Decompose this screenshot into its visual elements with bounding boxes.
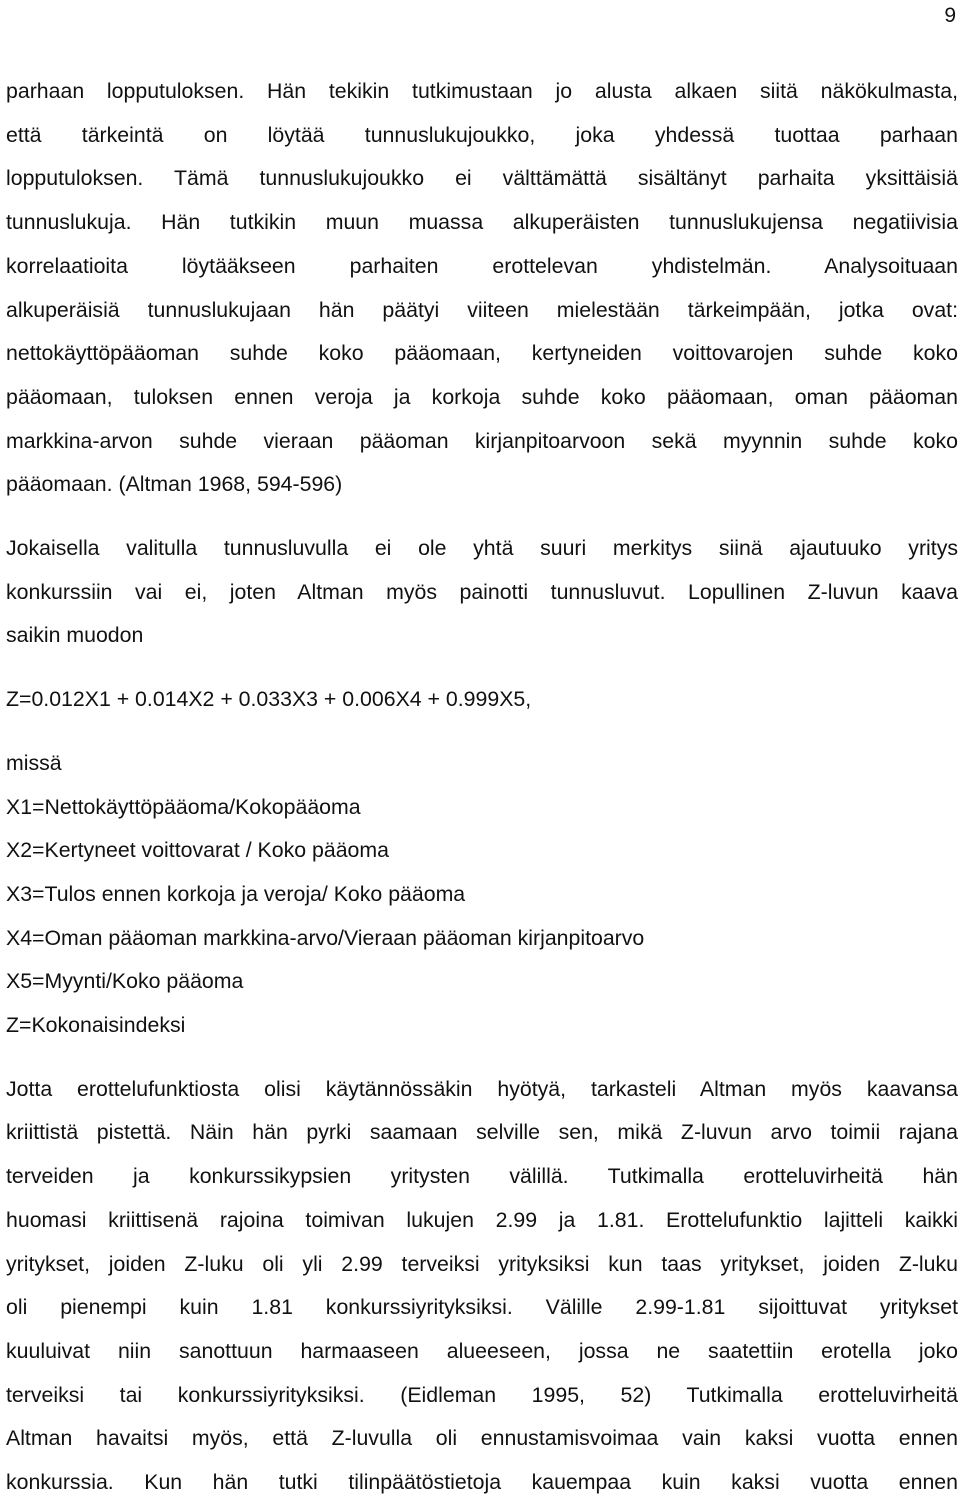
text-line: Jotta erottelufunktiosta olisi käytännössäkin hyötyä, tarkasteli Altman myös kaavansa [6, 1076, 958, 1101]
definition-item: Z=Kokonaisindeksi [6, 1013, 186, 1038]
text-line: konkurssiin vai ei, joten Altman myös painotti tunnusluvut. Lopullinen Z-luvun kaava [6, 579, 958, 604]
text-line: lopputuloksen. Tämä tunnuslukujoukko ei välttämättä sisältänyt parhaita yksittäisiä [6, 166, 958, 191]
text-line: nettokäyttöpääoman suhde koko pääomaan, kertyneiden voittovarojen suhde koko [6, 341, 958, 366]
definition-item: X5=Myynti/Koko pääoma [6, 969, 244, 994]
text-line: oli pienempi kuin 1.81 konkurssiyrityksiksi. Välille 2.99-1.81 sijoittuvat yritykset [6, 1295, 958, 1320]
definition-item: X3=Tulos ennen korkoja ja veroja/ Koko pääoma [6, 881, 466, 906]
where-label: missä [6, 750, 62, 775]
text-line: pääomaan, tuloksen ennen veroja ja korkoja suhde koko pääomaan, oman pääoman [6, 384, 958, 409]
definition-item: X4=Oman pääoman markkina-arvo/Vieraan pääoman kirjanpitoarvo [6, 925, 645, 950]
definition-item: X1=Nettokäyttöpääoma/Kokopääoma [6, 794, 361, 819]
text-line: pääomaan. (Altman 1968, 594-596) [6, 472, 343, 497]
text-line: kriittistä pistettä. Näin hän pyrki saamaan selville sen, mikä Z-luvun arvo toimii rajana [6, 1120, 958, 1145]
text-line: yritykset, joiden Z-luku oli yli 2.99 terveiksi yrityksiksi kun taas yritykset, joiden Z-luku [6, 1251, 958, 1276]
z-score-formula: Z=0.012X1 + 0.014X2 + 0.033X3 + 0.006X4 + 0.999X5, [6, 687, 532, 712]
text-line: Altman havaitsi myös, että Z-luvulla oli ennustamisvoimaa vain kaksi vuotta ennen [6, 1426, 958, 1451]
text-line: saikin muodon [6, 623, 144, 648]
text-line: terveiden ja konkurssikypsien yritysten välillä. Tutkimalla erotteluvirheitä hän [6, 1164, 958, 1189]
paragraph-1 [6, 70, 958, 507]
paragraph-2 [6, 527, 958, 658]
text-line: alkuperäisiä tunnuslukujaan hän päätyi viiteen mielestään tärkeimpään, jotka ovat: [6, 297, 958, 322]
paragraph-3 [6, 1068, 958, 1505]
text-line: konkurssia. Kun hän tutki tilinpäätöstietoja kauempaa kuin kaksi vuotta ennen [6, 1470, 958, 1495]
text-line: parhaan lopputuloksen. Hän tekikin tutkimustaan jo alusta alkaen siitä näkökulmasta, [6, 79, 958, 103]
text-line: korrelaatioita löytääkseen parhaiten erottelevan yhdistelmän. Analysoituaan [6, 253, 958, 278]
page-number: 9 [944, 4, 956, 27]
text-line: markkina-arvon suhde vieraan pääoman kirjanpitoarvoon sekä myynnin suhde koko [6, 428, 958, 453]
text-line: että tärkeintä on löytää tunnuslukujoukko, joka yhdessä tuottaa parhaan [6, 122, 958, 147]
text-line: Jokaisella valitulla tunnusluvulla ei ole yhtä suuri merkitys siinä ajautuuko yritys [6, 536, 958, 561]
definition-item: X2=Kertyneet voittovarat / Koko pääoma [6, 838, 389, 863]
document-body [6, 70, 958, 1505]
text-line: huomasi kriittisenä rajoina toimivan lukujen 2.99 ja 1.81. Erottelufunktio lajitteli kaikki [6, 1207, 958, 1232]
variable-definitions [6, 786, 958, 1048]
text-line: kuuluivat niin sanottuun harmaaseen alueeseen, jossa ne saatettiin erotella joko [6, 1338, 958, 1363]
text-line: terveiksi tai konkurssiyrityksiksi. (Eidleman 1995, 52) Tutkimalla erotteluvirheitä [6, 1382, 958, 1407]
text-line: tunnuslukuja. Hän tutkikin muun muassa alkuperäisten tunnuslukujensa negatiivisia [6, 210, 958, 235]
